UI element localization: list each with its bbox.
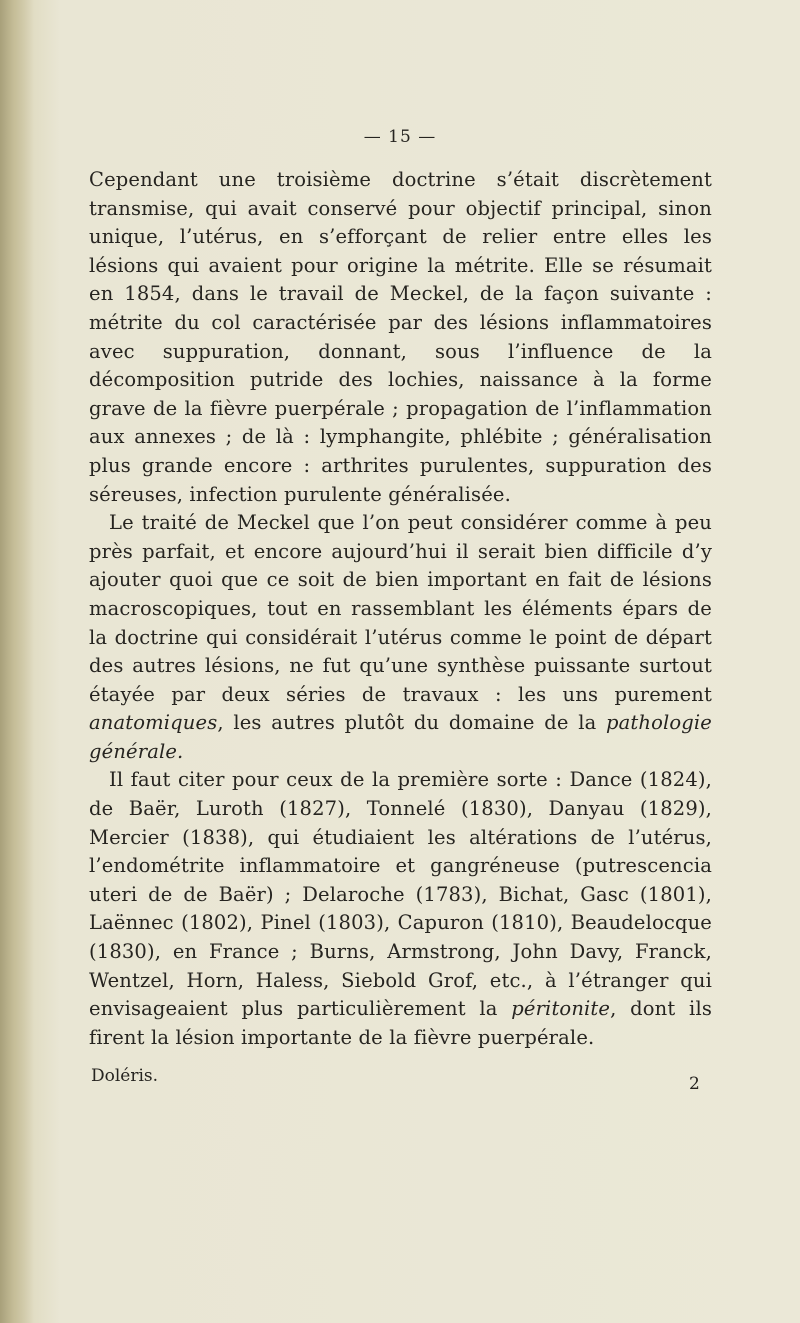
paragraph-3-text-cont: , dont ils firent la lésion importante de la fièvre puerpérale. — [89, 997, 712, 1049]
paragraph-2-text: Le traité de Meckel que l’on peut considérer comme à peu près parfait, et encore aujourd’hui il serait bien difficile d’y ajouter quoi que ce soit de bien important en fait de lésions macroscopiques, tout en rassemblant les éléments épars de la doctrine qui considérait l’utérus comme le point de départ des autres lésions, ne fut qu’une synthèse puissante surtout étayée par deux séries de travaux : les uns purement — [89, 511, 712, 706]
signature-line — [89, 1066, 712, 1094]
paragraph-3-text: Il faut citer pour ceux de la première sorte : Dance (1824), de Baër, Luroth (1827), Tonnelé (1830), Danyau (1829), Mercier (1838), qui étudiaient les altérations de l’utérus, l’endométrite inflammatoire et gangréneuse (putrescencia uteri de de Baër) ; Delaroche (1783), Bichat, Gasc (1801), Laënnec (1802), Pinel (1803), Capuron (1810), Beaudelocque (1830), en France ; Burns, Armstrong, John Davy, Franck, Wentzel, Horn, Haless, Siebold Grof, etc., à l’étranger qui envisageaient plus particulièrement la — [89, 768, 712, 1021]
signature-mark: 2 — [689, 1074, 700, 1094]
page-number: — 15 — — [363, 127, 437, 147]
paragraph-3 — [89, 766, 712, 1052]
binding-edge — [0, 0, 34, 1323]
italic-term-peritonite: péritonite — [511, 997, 611, 1021]
body-text — [89, 166, 712, 1052]
paragraph-2 — [89, 509, 712, 766]
paragraph-1 — [89, 166, 712, 509]
paragraph-1-text: Cependant une troisième doctrine s’était discrètement transmise, qui avait conservé pour objectif principal, sinon unique, l’utérus, en s’efforçant de relier entre elles les lésions qui avaient pour origine la métrite. Elle se résumait en 1854, dans le travail de Meckel, de la façon suivante : métrite du col caractérisée par des lésions inflammatoires avec suppuration, donnant, sous l’influence de la décomposition putride des lochies, naissance à la forme grave de la fièvre puerpérale ; propagation de l’inflammation aux annexes ; de là : lymphangite, phlébite ; généralisation plus grande encore : arthrites purulentes, suppuration des séreuses, infection purulente généralisée. — [89, 168, 712, 506]
paragraph-2-text-cont: , les autres plutôt du domaine de la — [217, 711, 607, 735]
signature: Doléris. — [91, 1066, 159, 1086]
italic-term-pathologie: pathologie générale. — [89, 711, 712, 763]
italic-term-anatomiques: anatomiques — [89, 711, 218, 735]
